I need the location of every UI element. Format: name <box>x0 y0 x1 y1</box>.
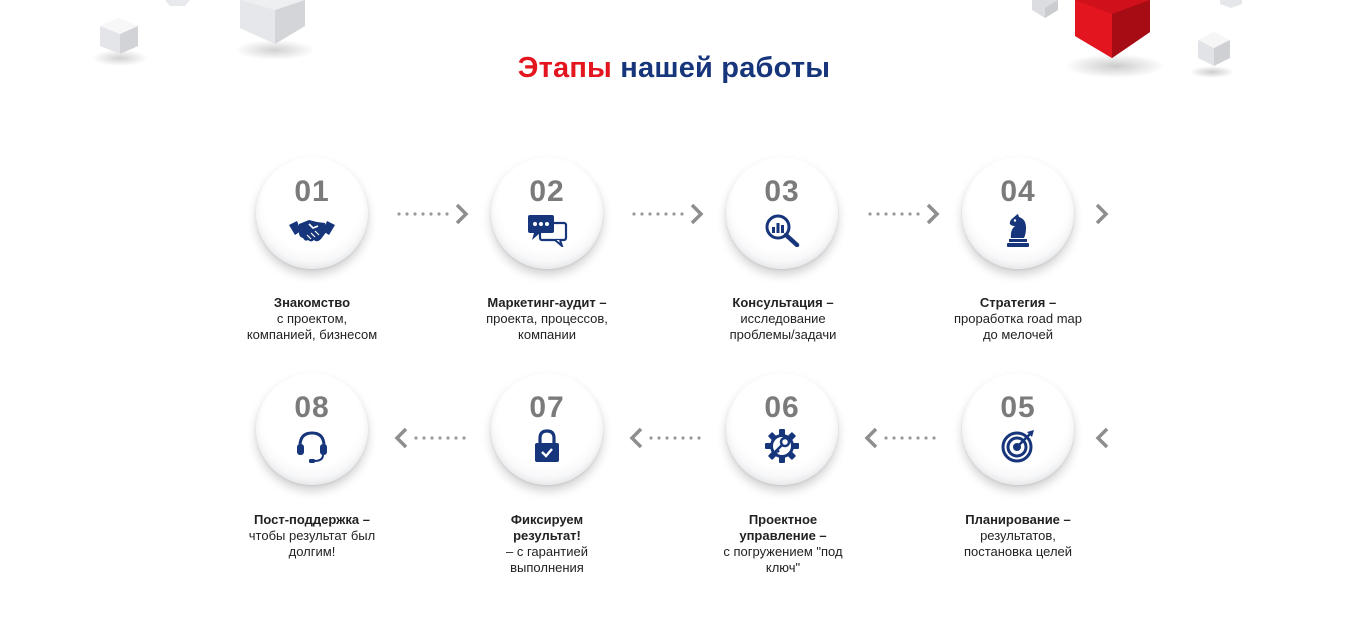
target-icon <box>993 429 1043 463</box>
dotted-arrow-right-icon <box>867 203 941 225</box>
step-number: 06 <box>764 391 800 424</box>
step-caption-03 <box>683 295 883 343</box>
step-caption-01 <box>212 295 412 343</box>
step-number: 02 <box>529 175 565 208</box>
decorative-cubes-right <box>1020 0 1260 100</box>
step-text-line: выполнения <box>510 560 584 575</box>
step-text-line: чтобы результат был <box>248 528 376 543</box>
chevron-left-icon <box>1093 427 1111 449</box>
step-text-line: результатов, <box>980 528 1056 543</box>
step-caption-08 <box>212 512 412 560</box>
title-part-red: Этапы <box>517 52 613 84</box>
step-heading: Фиксируем <box>510 512 584 527</box>
gear-key-icon <box>757 429 807 463</box>
step-caption-06 <box>683 512 883 576</box>
step-circle-03 <box>726 157 838 269</box>
step-caption-02 <box>447 295 647 343</box>
step-heading: Проектное <box>748 512 818 527</box>
step-heading: Стратегия – <box>979 295 1057 310</box>
step-number: 05 <box>1000 391 1036 424</box>
step-heading: Планирование – <box>965 512 1071 527</box>
step-number: 07 <box>529 391 565 424</box>
step-heading-line-2: результат! <box>513 528 581 543</box>
step-circle-01 <box>256 157 368 269</box>
step-text-line: проблемы/задачи <box>729 327 837 342</box>
lock-icon <box>522 429 572 463</box>
handshake-icon <box>287 213 337 247</box>
step-caption-05 <box>918 512 1118 560</box>
step-circle-08 <box>256 373 368 485</box>
chevron-right-icon <box>1093 203 1111 225</box>
step-text-line: – с гарантией <box>506 544 588 559</box>
step-text-line: проекта, процессов, <box>486 311 608 326</box>
step-heading: Консультация – <box>732 295 834 310</box>
dotted-arrow-left-icon <box>628 427 702 449</box>
step-text-line: компании <box>518 327 576 342</box>
chat-bubbles-icon <box>522 213 572 247</box>
step-circle-06 <box>726 373 838 485</box>
step-text-line: постановка целей <box>963 544 1073 559</box>
dotted-arrow-right-icon <box>631 203 705 225</box>
step-number: 08 <box>294 391 330 424</box>
headset-icon <box>287 429 337 463</box>
step-text-line: до мелочей <box>982 327 1054 342</box>
page-title <box>0 52 1348 85</box>
step-number: 03 <box>764 175 800 208</box>
step-circle-07 <box>491 373 603 485</box>
step-text-line: проработка road map <box>953 311 1083 326</box>
step-caption-04 <box>918 295 1118 343</box>
title-part-blue: нашей работы <box>620 52 831 84</box>
step-text-line: с проектом, <box>276 311 348 326</box>
step-circle-04 <box>962 157 1074 269</box>
step-number: 04 <box>1000 175 1036 208</box>
dotted-arrow-right-icon <box>396 203 470 225</box>
step-text-line: компанией, бизнесом <box>246 327 378 342</box>
dotted-arrow-left-icon <box>393 427 467 449</box>
step-text-line: долгим! <box>288 544 336 559</box>
step-circle-02 <box>491 157 603 269</box>
step-text-line: с погружением "под <box>723 544 843 559</box>
step-circle-05 <box>962 373 1074 485</box>
step-heading-line-2: управление – <box>739 528 827 543</box>
step-heading: Знакомство <box>273 295 351 310</box>
step-text-line: исследование <box>740 311 826 326</box>
step-number: 01 <box>294 175 330 208</box>
step-text-line: ключ" <box>765 560 801 575</box>
step-heading: Пост-поддержка – <box>254 512 370 527</box>
magnifier-chart-icon <box>757 213 807 247</box>
step-heading: Маркетинг-аудит – <box>487 295 607 310</box>
step-caption-07 <box>447 512 647 576</box>
chess-knight-icon <box>993 213 1043 247</box>
dotted-arrow-left-icon <box>863 427 937 449</box>
